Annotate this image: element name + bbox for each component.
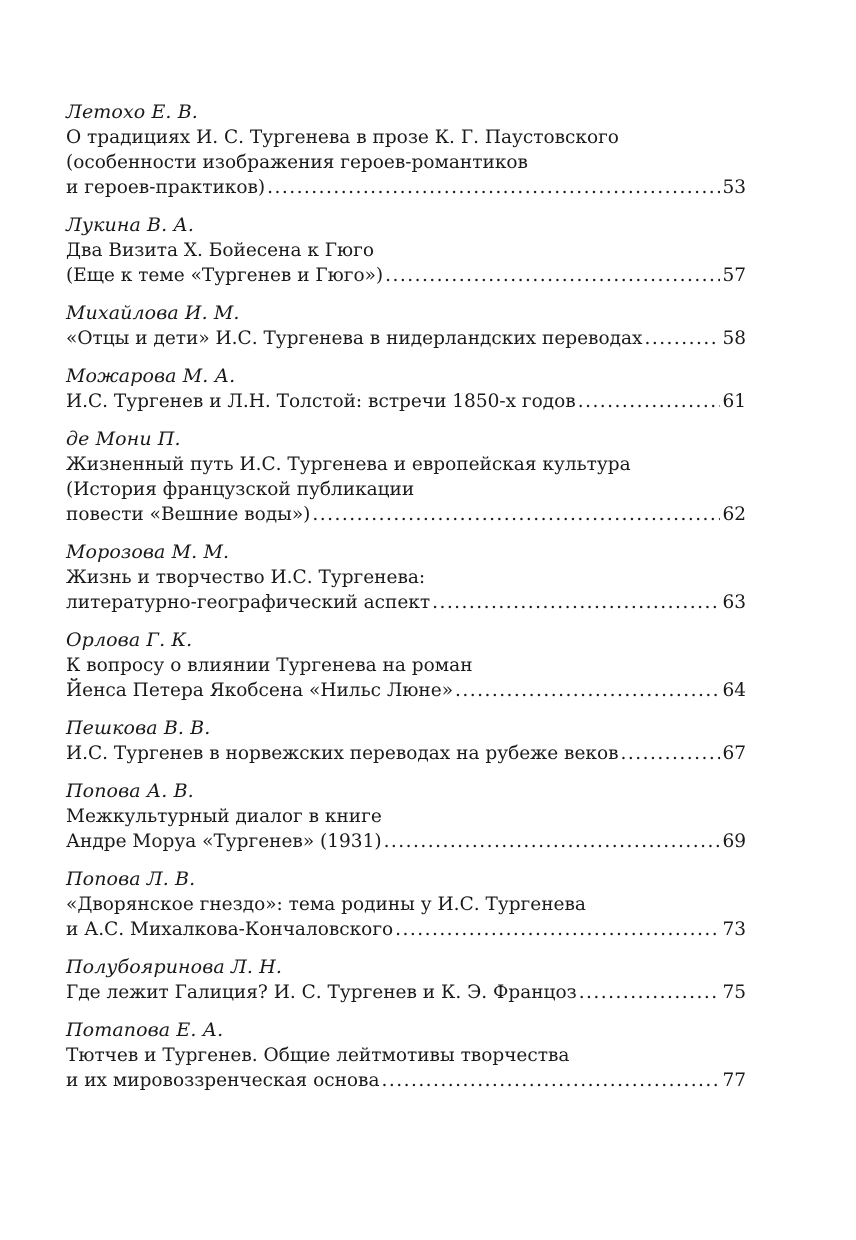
dot-leader: [621, 741, 721, 766]
dot-leader: [432, 590, 720, 615]
entry-title-line: Два Визита Х. Бойесена к Гюго: [66, 240, 374, 261]
toc-entry: [66, 955, 746, 1005]
entry-title-line: (История французской публикации: [66, 479, 415, 500]
entry-title-line: К вопросу о влиянии Тургенева на роман: [66, 655, 473, 676]
entry-last-line[interactable]: [66, 502, 746, 527]
page-number: 53: [722, 177, 746, 198]
entry-title-line: О традициях И. С. Тургенева в прозе К. Г. Паустовского: [66, 127, 619, 148]
page-number: 75: [722, 982, 746, 1003]
entry-title-line: и А.С. Михалкова-Кончаловского: [66, 919, 394, 940]
entry-title-line: Где лежит Галиция? И. С. Тургенев и К. Э. Францоз: [66, 982, 577, 1003]
entry-last-line[interactable]: [66, 389, 746, 414]
entry-last-line[interactable]: [66, 829, 746, 854]
entry-title-line: «Отцы и дети» И.С. Тургенева в нидерландских переводах: [66, 328, 643, 349]
toc-entry: [66, 716, 746, 766]
toc-entry: [66, 364, 746, 414]
page-number: 62: [722, 504, 746, 525]
toc-entry: [66, 100, 746, 200]
entry-title-line: И.С. Тургенев в норвежских переводах на рубеже веков: [66, 743, 619, 764]
dot-leader: [384, 829, 721, 854]
toc-entry: [66, 427, 746, 527]
entry-author: Попова Л. В.: [66, 868, 196, 890]
dot-leader: [578, 389, 721, 414]
dot-leader: [455, 678, 720, 703]
dot-leader: [395, 917, 720, 942]
table-of-contents: [66, 100, 746, 1106]
dot-leader: [644, 326, 720, 351]
entry-title-line: Тютчев и Тургенев. Общие лейтмотивы творчества: [66, 1045, 570, 1066]
entry-last-line[interactable]: [66, 263, 746, 288]
toc-entry: [66, 1018, 746, 1093]
toc-entry: [66, 628, 746, 703]
entry-author: Потапова Е. А.: [66, 1019, 224, 1041]
entry-author: Михайлова И. М.: [66, 302, 240, 324]
entry-author: Лукина В. А.: [66, 214, 195, 236]
entry-title-line: литературно-географический аспект: [66, 592, 431, 613]
entry-title-line: и героев-практиков): [66, 177, 266, 198]
entry-title-line: Жизнь и творчество И.С. Тургенева:: [66, 567, 426, 588]
entry-title-line: Межкультурный диалог в книге: [66, 806, 382, 827]
toc-entry: [66, 301, 746, 351]
page-number: 73: [722, 919, 746, 940]
dot-leader: [267, 175, 720, 200]
page-number: 64: [722, 680, 746, 701]
entry-author: де Мони П.: [66, 428, 181, 450]
entry-author: Летохо Е. В.: [66, 101, 198, 123]
page-number: 67: [722, 743, 746, 764]
toc-entry: [66, 867, 746, 942]
entry-title-line: и их мировоззренческая основа: [66, 1070, 380, 1091]
entry-title-line: Йенса Петера Якобсена «Нильс Люне»: [66, 680, 454, 701]
page-number: 61: [722, 391, 746, 412]
toc-entry: [66, 540, 746, 615]
entry-title-line: (особенности изображения героев-романтиков: [66, 152, 528, 173]
entry-author: Можарова М. А.: [66, 365, 236, 387]
entry-author: Попова А. В.: [66, 780, 194, 802]
page-number: 63: [722, 592, 746, 613]
page-number: 57: [722, 265, 746, 286]
page-number: 69: [722, 831, 746, 852]
page-number: 58: [722, 328, 746, 349]
entry-author: Морозова М. М.: [66, 541, 230, 563]
entry-last-line[interactable]: [66, 175, 746, 200]
page-number: 77: [722, 1070, 746, 1091]
dot-leader: [579, 980, 721, 1005]
entry-last-line[interactable]: [66, 590, 746, 615]
entry-title-line: И.С. Тургенев и Л.Н. Толстой: встречи 1850-х годов: [66, 391, 576, 412]
entry-last-line[interactable]: [66, 326, 746, 351]
entry-title-line: Жизненный путь И.С. Тургенева и европейская культура: [66, 454, 631, 475]
dot-leader: [385, 263, 720, 288]
entry-last-line[interactable]: [66, 741, 746, 766]
entry-title-line: «Дворянское гнездо»: тема родины у И.С. Тургенева: [66, 894, 586, 915]
toc-entry: [66, 779, 746, 854]
entry-title-line: Андре Моруа «Тургенев» (1931): [66, 831, 382, 852]
entry-title-line: (Еще к теме «Тургенев и Гюго»): [66, 265, 384, 286]
entry-author: Орлова Г. К.: [66, 629, 193, 651]
dot-leader: [312, 502, 720, 527]
entry-author: Пешкова В. В.: [66, 717, 211, 739]
entry-last-line[interactable]: [66, 917, 746, 942]
entry-last-line[interactable]: [66, 1068, 746, 1093]
entry-last-line[interactable]: [66, 678, 746, 703]
entry-author: Полубояринова Л. Н.: [66, 956, 282, 978]
toc-entry: [66, 213, 746, 288]
entry-last-line[interactable]: [66, 980, 746, 1005]
entry-title-line: повести «Вешние воды»): [66, 504, 311, 525]
dot-leader: [382, 1068, 721, 1093]
